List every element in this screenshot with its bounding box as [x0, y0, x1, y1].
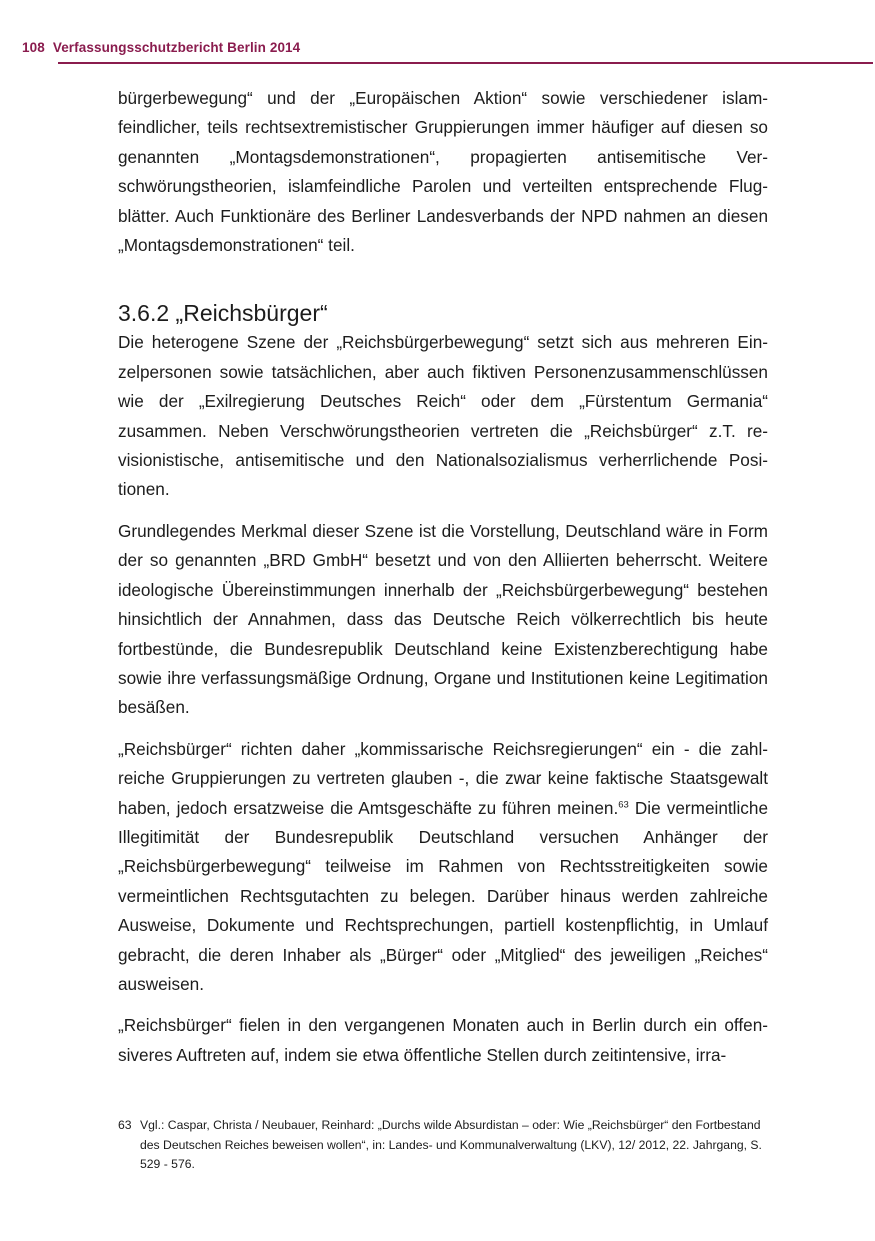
paragraph-3-part-2: Die vermeintliche Illegitimität der Bundesrepublik Deutschland versuchen Anhänger der „Reichsbürgerbewegung“ teilweise im Rahmen von Rechtsstreitigkeiten sowie vermeintlichen Rechtsgutachten zu belegen. Darüber hinaus werden zahlreiche Ausweise, Dokumente und Rechtsprechungen, partiell kostenpflichtig, in Umlauf gebracht, die deren Inhaber als „Bürger“ oder „Mitglied“ des jeweiligen „Reiches“ ausweisen. — [118, 797, 769, 994]
footnote-text: Vgl.: Caspar, Christa / Neubauer, Reinhard: „Durchs wilde Absurdistan – oder: Wie „Reichsbürger“ den Fortbestand des Deutschen Reiches beweisen wollen“, in: Landes- und Kommunalverwaltung (LKV), 12/ 2012, 22. Jahrgang, S. 529 - 576. — [140, 1118, 762, 1171]
paragraph-1: Die heterogene Szene der „Reichsbürgerbewegung“ setzt sich aus mehreren Einzelpersonen sowie tatsächlichen, aber auch fiktiven Personenzusammenschlüssen wie der „Exilregierung Deutsches Reich“ oder dem „Fürstentum Germania“ zusammen. Neben Verschwörungstheorien vertreten die „Reichsbürger“ z.T. revisionistische, antisemitische und den Nationalsozialismus verherrlichende Positionen. — [118, 332, 768, 500]
paragraph-3-part-1: „Reichsbürger“ richten daher „kommissarische Reichsregierungen“ ein - die zahlreiche Gruppierungen zu vertreten glauben -, die zwar keine faktische Staatsgewalt haben, jedoch ersatzweise die Amtsgeschäfte zu führen meinen. — [118, 738, 768, 818]
report-title: Verfassungsschutzbericht Berlin 2014 — [52, 40, 301, 55]
page-number: 108 — [22, 40, 45, 55]
paragraph-3 — [118, 735, 768, 1000]
header-rule — [58, 62, 873, 64]
paragraph-4: „Reichsbürger“ fielen in den vergangenen Monaten auch in Berlin durch ein offensiveres Auftreten auf, indem sie etwa öffentliche Stellen durch zeitintensive, irra- — [118, 1015, 768, 1065]
footnote-reference[interactable]: 63 — [618, 798, 629, 810]
intro-paragraph: bürgerbewegung“ und der „Europäischen Aktion“ sowie verschiedener islamfeindlicher, teils rechtsextremistischer Gruppierungen immer häufiger auf diesen so genannten „Montagsdemonstrationen“, propagierten antisemitische Verschwörungstheorien, islamfeindliche Parolen und verteilten entsprechende Flugblätter. Auch Funktionäre des Berliner Landesverbands der NPD nahmen an diesen „Montagsdemonstrationen“ teil. — [118, 88, 768, 256]
body-text — [118, 84, 768, 1070]
footnote-number: 63 — [118, 1118, 132, 1132]
running-header — [22, 40, 873, 55]
section-heading: 3.6.2 „Reichsbürger“ — [118, 300, 328, 327]
paragraph-2: Grundlegendes Merkmal dieser Szene ist die Vorstellung, Deutschland wäre in Form der so genannten „BRD GmbH“ besetzt und von den Alliierten beherrscht. Weitere ideologische Übereinstimmungen innerhalb der „Reichsbürgerbewegung“ bestehen hinsichtlich der Annahmen, dass das Deutsche Reich völkerrechtlich bis heute fortbestünde, die Bundesrepublik Deutschland keine Existenzberechtigung habe sowie ihre verfassungsmäßige Ordnung, Organe und Institutionen keine Legitimation besäßen. — [118, 520, 768, 718]
footnote — [118, 1116, 770, 1175]
